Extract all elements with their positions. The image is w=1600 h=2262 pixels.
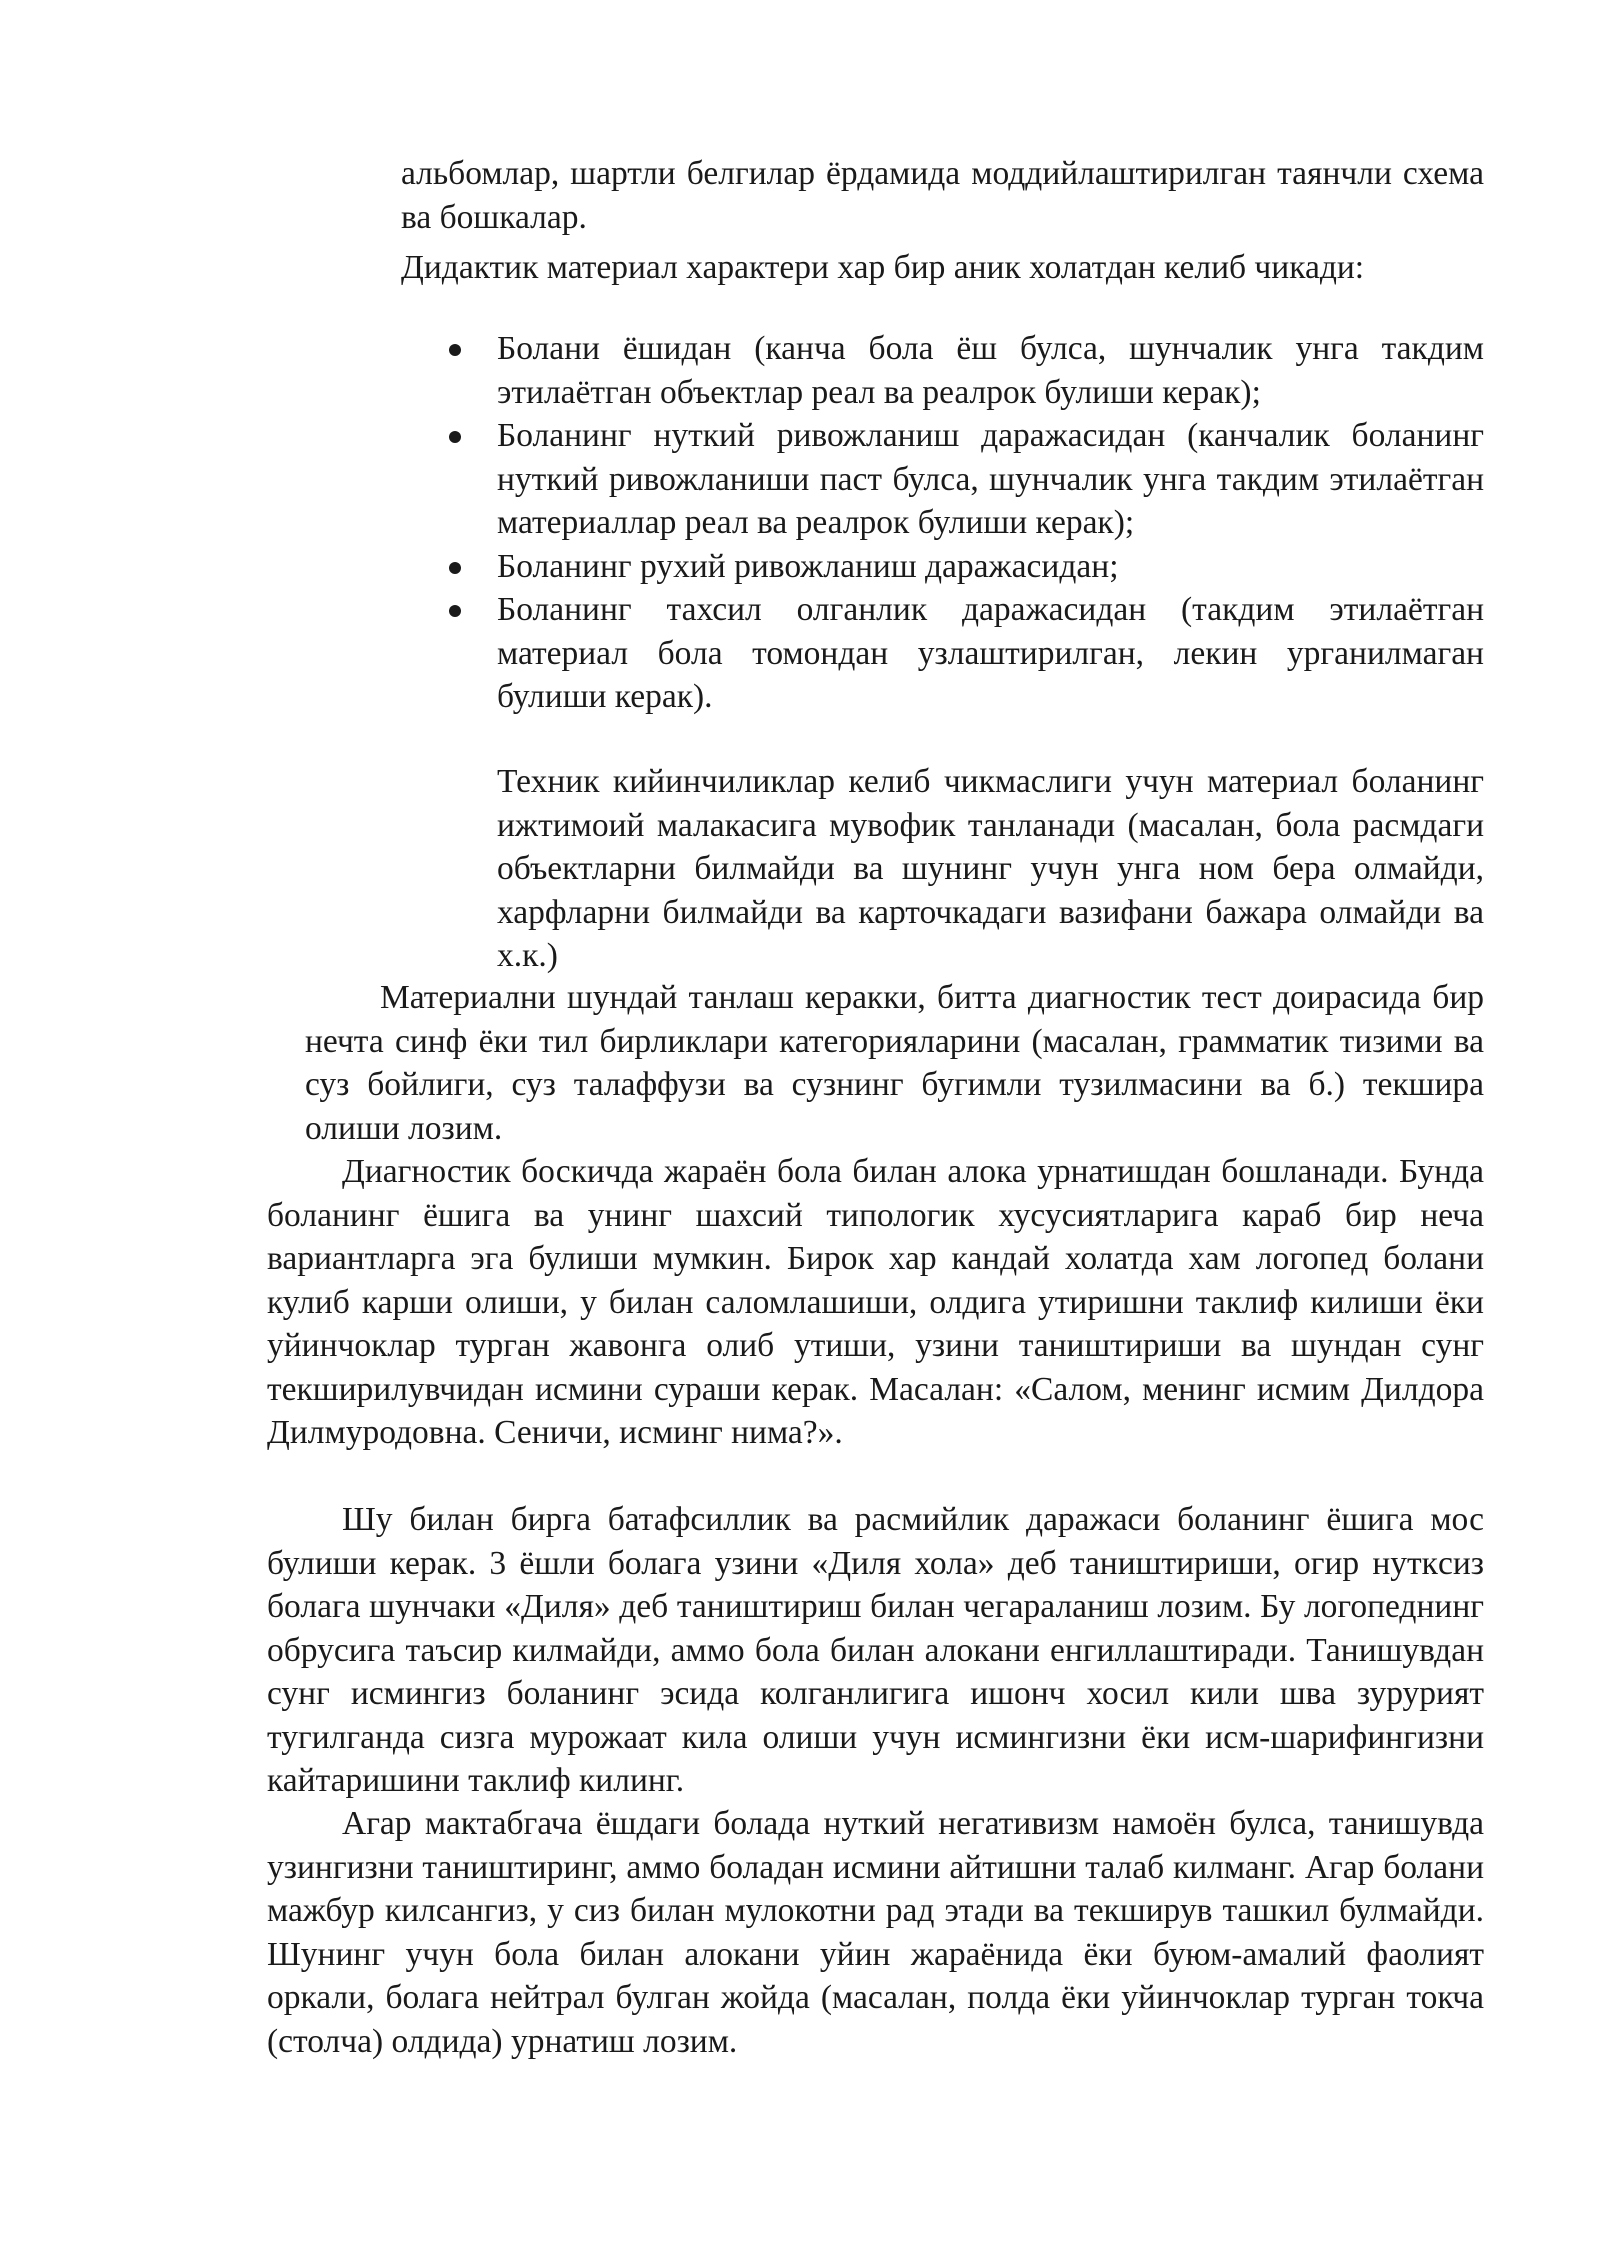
selection-paragraph: Материални шундай танлаш керакки, битта диагностик тест доирасида бир нечта синф ёки тил бирликлари категорияларини (масалан, грамматик тизими ва суз бойлиги, суз талаффузи ва сузнинг бугимли тузилмасини ва б.) текшира олиши лозим. <box>305 979 1484 1147</box>
formality-paragraph: Шу билан бирга батафсиллик ва расмийлик даражаси боланинг ёшига мос булиши керак. 3 ёшли болага узини «Диля хола» деб таништириши, огир нуткcиз болага шунчаки «Диля» деб таништириш билан чегараланиш лозим. Бу логопеднинг обрусига таъсир килмайди, аммо бола билан алокани енгиллаштиради. Танишувдан сунг исмингиз боланинг эсида колганлигига ишонч хосил кили шва зурурият тугилганда сизга мурожаат кила олиши учун исмингизни ёки исм-шарифингизни кайтаришини таклиф килинг. <box>267 1501 1484 1799</box>
list-item <box>401 588 1484 719</box>
bullet-icon <box>449 605 461 617</box>
criteria-list <box>401 327 1484 719</box>
list-item <box>401 414 1484 545</box>
bullet-icon <box>449 431 461 443</box>
list-item <box>401 545 1484 589</box>
diagnostic-paragraph: Диагностик боскичда жараён бола билан алока урнатишдан бошланади. Бунда боланинг ёшига ва унинг шахсий типологик хусусиятларига караб бир неча вариантларга эга булиши мумкин. Бирок хар кандай холатда хам логопед болани кулиб карши олиши, у билан саломлашиши, олдига утиришни таклиф килиши ёки уйинчоклар турган жавонга олиб утиши, узини таништириши ва шундан сунг текширилувчидан исмини сураши керак. Масалан: «Салом, менинг исмим Дилдора Дилмуродовна. Сеничи, исминг нима?». <box>267 1153 1484 1451</box>
bullet-icon <box>449 344 461 356</box>
list-item-text: Боланинг тахсил олганлик даражасидан (такдим этилаётган материал бола томондан узлаштирилган, лекин урганилмаган булиши керак). <box>497 591 1484 715</box>
negativism-paragraph: Агар мактабгача ёшдаги болада нуткий негативизм намоён булса, танишувда узингизни таништиринг, аммо боладан исмини айтишни талаб килманг. Агар болани мажбур килсангиз, у сиз билан мулокотни рад этади ва текширув ташкил булмайди. Шунинг учун бола билан алокани уйин жараёнида ёки буюм-амалий фаолият оркали, болага нейтрал булган жойда (масалан, полда ёки уйинчоклар турган токча (столча) олдида) урнатиш лозим. <box>267 1805 1484 2060</box>
list-item-text: Боланинг нуткий ривожланиш даражасидан (канчалик боланинг нуткий ривожланиши паст булса, шунчалик унга такдим этилаётган материаллар реал ва реалрок булиши керак); <box>497 417 1484 541</box>
didactic-intro-paragraph: Дидактик материал характери хар бир аник холатдан келиб чикади: <box>401 249 1365 286</box>
list-item <box>401 327 1484 414</box>
intro-block <box>401 152 1484 290</box>
bullet-icon <box>449 562 461 574</box>
intro-paragraph: альбомлар, шартли белгилар ёрдамида моддийлаштирилган таянчли схема ва бошкалар. <box>401 155 1484 236</box>
list-item-text: Болани ёшидан (канча бола ёш булса, шунчалик унга такдим этилаётган объектлар реал ва реалрок булиши керак); <box>497 330 1484 411</box>
list-item-text: Боланинг рухий ривожланиш даражасидан; <box>497 547 1119 585</box>
technical-note-paragraph: Техник кийинчиликлар келиб чикмаслиги учун материал боланинг ижтимоий малакасига мувофик танланади (масалан, бола расмдаги объектларни билмайди ва шунинг учун унга ном бера олмайди, харфларни билмайди ва карточкадаги вазифани бажара олмайди ва х.к.) <box>497 763 1484 974</box>
